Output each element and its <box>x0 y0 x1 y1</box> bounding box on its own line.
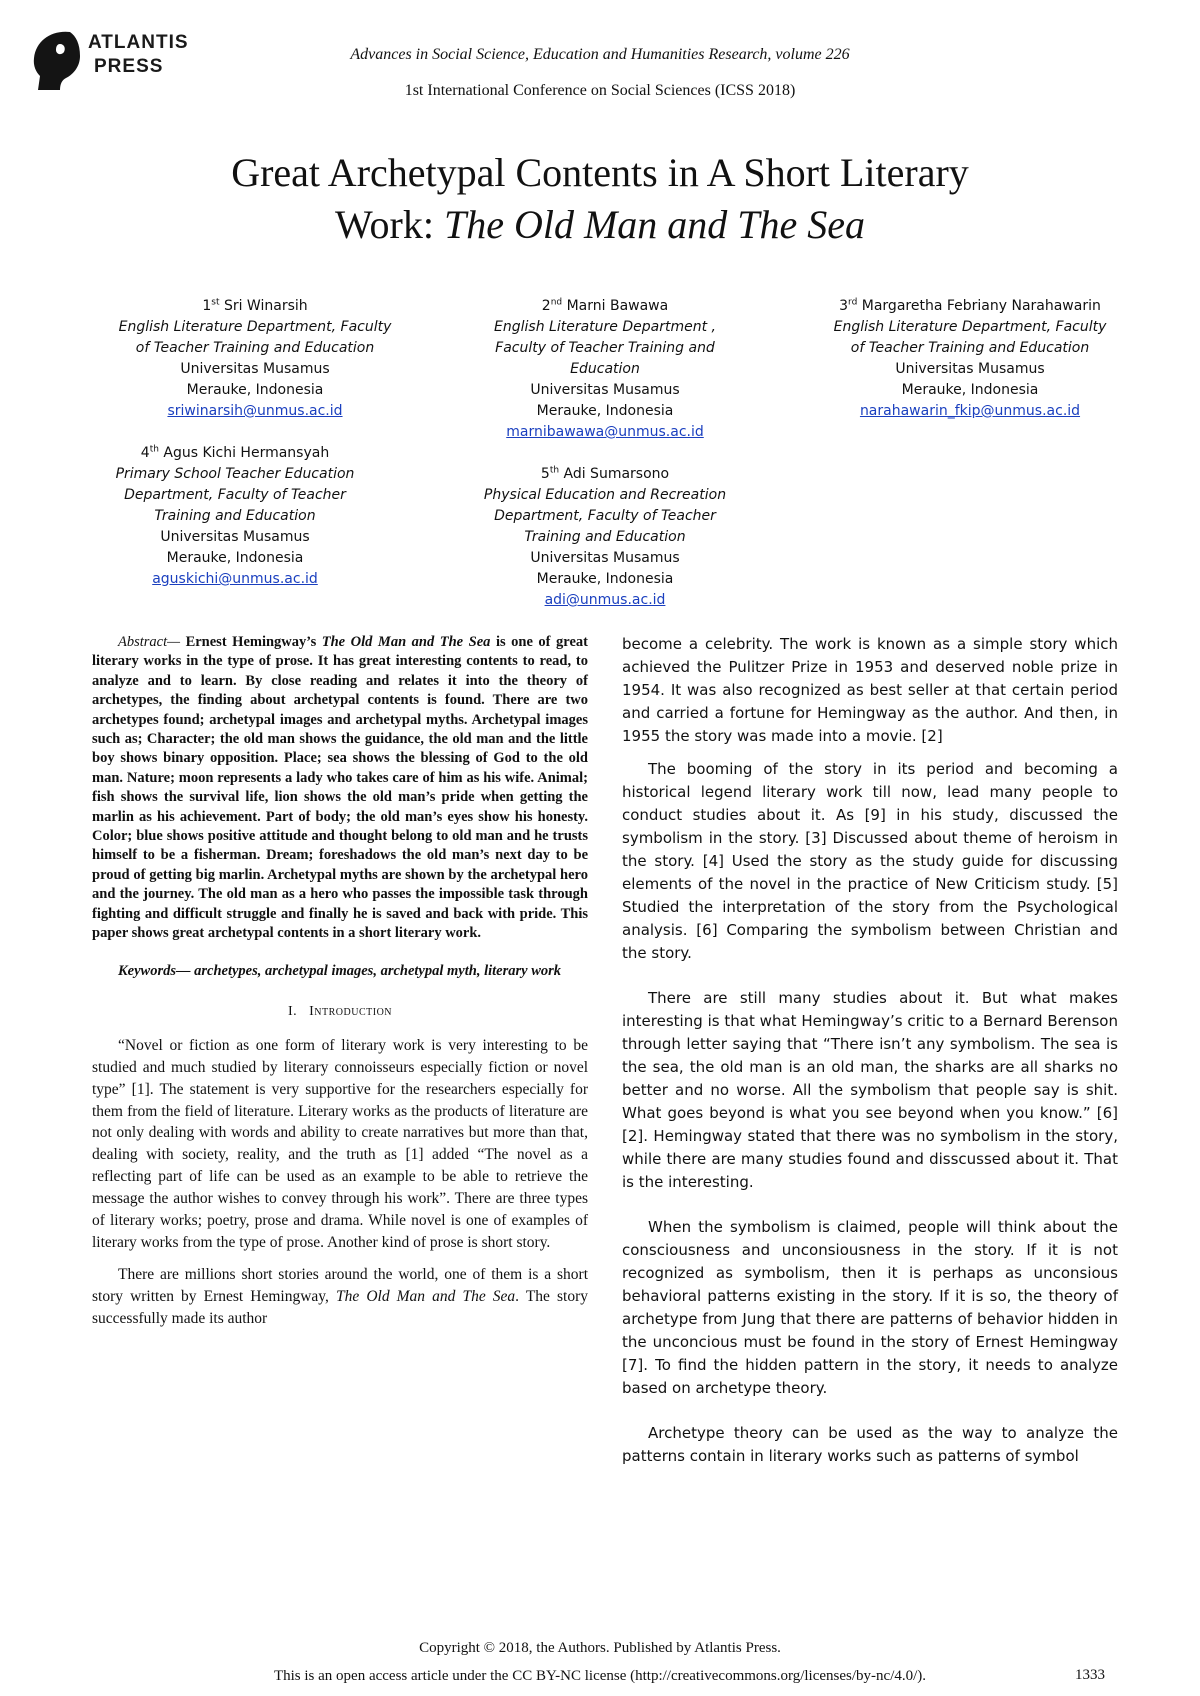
abstract <box>92 633 588 944</box>
intro-book-title: The Old Man and The Sea <box>336 1287 516 1305</box>
section-number: I. <box>287 1003 298 1019</box>
paper-title <box>100 147 1100 251</box>
author-dept: English Literature Department, Faculty <box>833 319 1107 335</box>
author-block <box>440 296 770 443</box>
author-city: Merauke, Indonesia <box>166 550 304 566</box>
author-city: Merauke, Indonesia <box>536 571 674 587</box>
author-university: Universitas Musamus <box>160 529 310 545</box>
copyright-notice: Copyright © 2018, the Authors. Published by Atlantis Press. <box>419 1640 781 1656</box>
author-dept: Department, Faculty of Teacher <box>494 508 716 524</box>
author-email-link[interactable]: sriwinarsih@unmus.ac.id <box>167 403 343 419</box>
author-name: 4th Agus Kichi Hermansyah <box>140 444 330 461</box>
abstract-label: Abstract— <box>118 634 181 650</box>
body-paragraph: Archetype theory can be used as the way to analyze the patterns contain in literary works such as patterns of symbol <box>622 1424 1118 1465</box>
author-dept: English Literature Department , <box>494 319 716 335</box>
author-block <box>805 296 1135 422</box>
author-dept: Faculty of Teacher Training and <box>495 340 715 356</box>
journal-name: Advances in Social Science, Education and Humanities Research, volume 226 <box>350 46 850 63</box>
author-name: 5th Adi Sumarsono <box>540 465 670 482</box>
section-title: Introduction <box>309 1003 393 1019</box>
logo-text-line2: PRESS <box>94 56 164 77</box>
author-dept: Education <box>570 361 640 377</box>
author-dept: Primary School Teacher Education <box>115 466 355 482</box>
author-dept: Physical Education and Recreation <box>483 487 727 503</box>
logo-text-line1: ATLANTIS <box>88 32 189 53</box>
title-line1: Great Archetypal Contents in A Short Literary <box>231 150 969 195</box>
author-city: Merauke, Indonesia <box>536 403 674 419</box>
intro-paragraph: There are millions short stories around the world, one of them is a short story written by Ernest Hemingway, The Old Man and The Sea. The story successfully made its author <box>92 1265 588 1327</box>
author-email-link[interactable]: adi@unmus.ac.id <box>544 592 666 608</box>
author-block <box>440 464 770 611</box>
author-dept: of Teacher Training and Education <box>850 340 1090 356</box>
author-name: 2nd Marni Bawawa <box>541 297 669 314</box>
author-name: 3rd Margaretha Febriany Narahawarin <box>839 297 1101 314</box>
body-paragraph: There are still many studies about it. But what makes interesting is that what Hemingway’s critic to a Bernard Berenson through letter saying that “There isn’t any symbolism. The sea is the sea, the old man is an old man, the sharks are all sharks no better and no worse. All the symbolism that people say is shit. What goes beyond is what you see beyond when you know.” [6][2]. Hemingway stated that there was no symbolism in the story, while there are many studies found and disscussed about it. That is the interesting. <box>622 989 1118 1191</box>
keywords: Keywords— archetypes, archetypal images, archetypal myth, literary work <box>118 962 562 979</box>
title-line2-italic: The Old Man and The Sea <box>443 202 866 247</box>
license-notice: This is an open access article under the CC BY-NC license (http://creativecommons.org/licenses/by-nc/4.0/). <box>273 1668 927 1684</box>
logo-head-icon <box>30 30 86 92</box>
abstract-body: is one of great literary works in the type of prose. It has great interesting contents to read, to analyze and to learn. By close reading and relates it into the theory of archetypes, the finding about archetypal contents is found. There are two archetypes found; archetypal images and archetypal myths. Archetypal images such as; Character; the old man shows the guidance, the old man and the little boy shows binary opposition. Place; sea shows the blessing of God to the old man. Nature; moon represents a lady who takes care of him as his wife. Animal; fish shows the survival life, lion shows the old man’s pride when getting the marlin as his achievement. Part of body; the old man’s eyes show his honesty. Color; blue shows positive attitude and thought belong to old man and he trusts himself to be a fisherman. Dream; foreshadows the old man’s next day to be proud of getting big marlin. Archetypal myths are shown by the archetypal hero and the journey. The old man as a hero who passes the impossible task through fighting and difficult struggle and finally he is saved and back with pride. This paper shows great archetypal contents in a short literary work. <box>92 634 588 942</box>
author-email-link[interactable]: marnibawawa@unmus.ac.id <box>506 424 704 440</box>
author-block <box>70 443 400 590</box>
author-block <box>90 296 420 422</box>
author-dept: Training and Education <box>154 508 316 524</box>
author-university: Universitas Musamus <box>895 361 1045 377</box>
abstract-lead: Ernest Hemingway’s <box>180 634 322 650</box>
author-university: Universitas Musamus <box>180 361 330 377</box>
intro-paragraph: “Novel or fiction as one form of literary work is very interesting to be studied and much studied by literary connoisseurs especially fiction or novel type” [1]. The statement is very supportive for the researchers especially for them from the field of literature. Literary works as the products of literature are not only dealing with words and ability to create narratives but more than that, dealing with society, reality, and the truth as [1] added “The novel as a reflecting part of life can be used as an example to be able to retrieve the message the author wishes to convey through his work”. There are three types of literary works; poetry, prose and drama. While novel is one of examples of literary works from the type of prose. Another kind of prose is short story. <box>92 1036 588 1251</box>
author-city: Merauke, Indonesia <box>901 382 1039 398</box>
body-paragraph: When the symbolism is claimed, people will think about the consciousness and unconsiousness in the story. If it is not recognized as symbolism, then it is perhaps as unconsious behavioral patterns existing in the story. If it is so, the theory of archetype from Jung that there are patterns of behavior hidden in the unconcious must be found in the story of Ernest Hemingway [7]. To find the hidden pattern in the story, it needs to analyze based on archetype theory. <box>622 1218 1118 1397</box>
right-column <box>622 633 1118 1468</box>
author-university: Universitas Musamus <box>530 382 680 398</box>
page-number: 1333 <box>1075 1667 1105 1683</box>
author-dept: Training and Education <box>524 529 686 545</box>
abstract-book-title: The Old Man and The Sea <box>321 634 491 650</box>
author-dept: Department, Faculty of Teacher <box>124 487 346 503</box>
conference-name: 1st International Conference on Social Sciences (ICSS 2018) <box>404 82 796 99</box>
author-dept: English Literature Department, Faculty <box>118 319 392 335</box>
author-name: 1st Sri Winarsih <box>202 297 308 314</box>
author-email-link[interactable]: aguskichi@unmus.ac.id <box>152 571 318 587</box>
author-dept: of Teacher Training and Education <box>135 340 375 356</box>
author-university: Universitas Musamus <box>530 550 680 566</box>
section-heading <box>92 1001 588 1023</box>
author-email-link[interactable]: narahawarin_fkip@unmus.ac.id <box>859 403 1081 419</box>
author-city: Merauke, Indonesia <box>186 382 324 398</box>
body-paragraph: The booming of the story in its period and becoming a historical legend literary work till now, lead many people to conduct studies about it. As [9] in his study, discussed the symbolism in the story. [3] Discussed about theme of heroism in the story. [4] Used the story as the study guide for discussing elements of the novel in the practice of New Criticism study. [5] Studied the interpretation of the story from the Psychological analysis. [6] Comparing the symbolism between Christian and the story. <box>622 760 1118 962</box>
atlantis-press-logo <box>30 28 189 94</box>
body-paragraph: become a celebrity. The work is known as a simple story which achieved the Pulitzer Prize in 1953 and deserved noble prize in 1954. It was also recognized as best seller at that certain period and carried a fortune for Hemingway as the author. And then, in 1955 the story was made into a movie. [2] <box>622 635 1118 745</box>
title-line2-prefix: Work: <box>334 202 444 247</box>
left-column <box>92 633 588 1330</box>
